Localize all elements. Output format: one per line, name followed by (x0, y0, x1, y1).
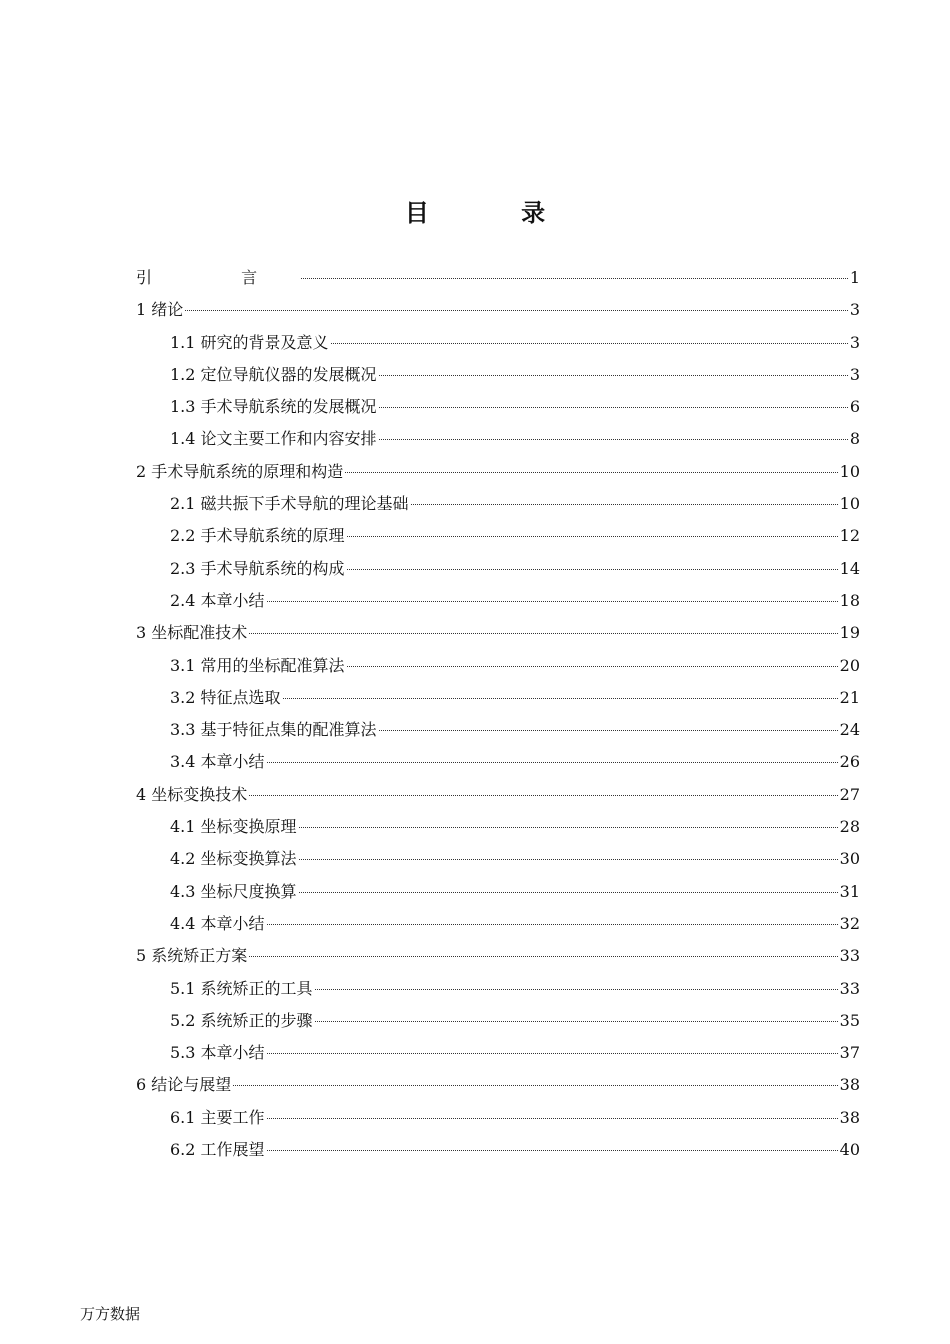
toc-entry-page-number: 19 (839, 623, 860, 643)
dot-leader (267, 1150, 838, 1151)
dot-leader (299, 892, 838, 893)
toc-entry-label: 5.3 本章小结 (170, 1043, 265, 1063)
toc-entry-page-number: 10 (839, 494, 860, 514)
toc-entry[interactable] (136, 617, 860, 649)
toc-entry-page-number: 35 (839, 1010, 860, 1030)
dot-leader (315, 989, 838, 990)
toc-entry-label: 2 手术导航系统的原理和构造 (136, 461, 344, 481)
toc-entry-page-number: 1 (849, 268, 860, 287)
toc-entry[interactable] (136, 940, 860, 972)
toc-entry-label: 4 坐标变换技术 (136, 784, 248, 804)
dot-leader (267, 601, 838, 602)
toc-entry[interactable] (136, 520, 860, 552)
toc-entry[interactable] (136, 1134, 860, 1166)
toc-entry-label: 6.2 工作展望 (170, 1140, 265, 1160)
toc-entry-label: 4.2 坐标变换算法 (170, 849, 297, 869)
toc-entry-label: 2.4 本章小结 (170, 590, 265, 610)
toc-entry-page-number: 28 (839, 817, 860, 837)
dot-leader (267, 1118, 838, 1119)
toc-entry-label: 2.1 磁共振下手术导航的理论基础 (170, 494, 409, 514)
dot-leader (249, 795, 837, 796)
toc-entry-label: 1.2 定位导航仪器的发展概况 (170, 364, 377, 384)
toc-entry-page-number: 31 (839, 881, 860, 901)
toc-entry-label: 3.2 特征点选取 (170, 687, 281, 707)
toc-entry-label: 6 结论与展望 (136, 1075, 232, 1095)
toc-entry[interactable] (136, 327, 860, 359)
toc-entry-label: 3.4 本章小结 (170, 752, 265, 772)
dot-leader (379, 439, 848, 440)
toc-entry-label: 1 绪论 (136, 300, 184, 320)
dot-leader (379, 730, 838, 731)
toc-entry-page-number: 24 (839, 720, 860, 740)
toc-entry-page-number: 10 (839, 461, 860, 481)
toc-entry-label: 5 系统矫正方案 (136, 946, 248, 966)
dot-leader (411, 504, 838, 505)
toc-entry-label: 1.1 研究的背景及意义 (170, 332, 329, 352)
toc-entry-page-number: 14 (839, 558, 860, 578)
toc-entry[interactable] (136, 1102, 860, 1134)
toc-entry[interactable] (136, 1005, 860, 1037)
toc-entry-label: 4.1 坐标变换原理 (170, 817, 297, 837)
toc-entry-page-number: 37 (839, 1043, 860, 1063)
dot-leader (267, 924, 838, 925)
toc-entry-label: 4.4 本章小结 (170, 913, 265, 933)
dot-leader (301, 278, 848, 279)
table-of-contents (136, 262, 860, 1166)
dot-leader (267, 762, 838, 763)
toc-entry[interactable] (136, 294, 860, 326)
dot-leader (379, 407, 848, 408)
toc-entry-page-number: 3 (849, 332, 860, 352)
dot-leader (315, 1021, 838, 1022)
toc-entry-page-number: 3 (849, 300, 860, 320)
toc-entry[interactable] (136, 779, 860, 811)
toc-entry[interactable] (136, 843, 860, 875)
dot-leader (249, 956, 837, 957)
toc-entry[interactable] (136, 262, 860, 294)
toc-entry-label: 4.3 坐标尺度换算 (170, 881, 297, 901)
toc-entry[interactable] (136, 908, 860, 940)
dot-leader (299, 827, 838, 828)
toc-entry-label: 3 坐标配准技术 (136, 623, 248, 643)
toc-entry-label: 1.4 论文主要工作和内容安排 (170, 429, 377, 449)
page-title: 目 录 (404, 199, 588, 228)
toc-entry-label: 3.1 常用的坐标配准算法 (170, 655, 345, 675)
toc-entry-label: 5.2 系统矫正的步骤 (170, 1010, 313, 1030)
dot-leader (185, 310, 848, 311)
toc-entry[interactable] (136, 746, 860, 778)
dot-leader (379, 375, 848, 376)
toc-entry[interactable] (136, 682, 860, 714)
toc-entry[interactable] (136, 876, 860, 908)
toc-entry-page-number: 20 (839, 655, 860, 675)
toc-entry[interactable] (136, 973, 860, 1005)
dot-leader (331, 343, 848, 344)
toc-entry-label: 2.3 手术导航系统的构成 (170, 558, 345, 578)
toc-entry-page-number: 27 (839, 784, 860, 804)
toc-entry-label: 5.1 系统矫正的工具 (170, 978, 313, 998)
toc-entry[interactable] (136, 553, 860, 585)
toc-entry-page-number: 32 (839, 913, 860, 933)
toc-entry-label: 6.1 主要工作 (170, 1107, 265, 1127)
dot-leader (249, 633, 837, 634)
toc-entry[interactable] (136, 811, 860, 843)
toc-entry[interactable] (136, 423, 860, 455)
dot-leader (283, 698, 838, 699)
toc-entry-label: 1.3 手术导航系统的发展概况 (170, 397, 377, 417)
toc-entry-page-number: 12 (839, 526, 860, 546)
toc-entry-page-number: 38 (839, 1107, 860, 1127)
toc-entry-page-number: 21 (839, 687, 860, 707)
toc-entry[interactable] (136, 585, 860, 617)
toc-entry-label: 引 言 (136, 268, 300, 287)
toc-entry-page-number: 18 (839, 590, 860, 610)
toc-entry[interactable] (136, 456, 860, 488)
toc-entry[interactable] (136, 650, 860, 682)
toc-entry[interactable] (136, 391, 860, 423)
toc-entry-page-number: 3 (849, 364, 860, 384)
toc-entry[interactable] (136, 488, 860, 520)
dot-leader (347, 569, 838, 570)
toc-entry[interactable] (136, 714, 860, 746)
toc-entry-page-number: 33 (839, 978, 860, 998)
toc-entry[interactable] (136, 1069, 860, 1101)
dot-leader (299, 859, 838, 860)
toc-entry-page-number: 8 (849, 429, 860, 449)
toc-entry-page-number: 40 (839, 1140, 860, 1160)
toc-entry-page-number: 30 (839, 849, 860, 869)
toc-entry-label: 3.3 基于特征点集的配准算法 (170, 720, 377, 740)
toc-entry[interactable] (136, 1037, 860, 1069)
toc-entry-page-number: 6 (849, 397, 860, 417)
toc-entry-page-number: 33 (839, 946, 860, 966)
toc-entry-page-number: 26 (839, 752, 860, 772)
toc-entry-label: 2.2 手术导航系统的原理 (170, 526, 345, 546)
dot-leader (233, 1085, 837, 1086)
dot-leader (347, 536, 838, 537)
toc-entry[interactable] (136, 359, 860, 391)
dot-leader (347, 666, 838, 667)
dot-leader (345, 472, 837, 473)
toc-entry-page-number: 38 (839, 1075, 860, 1095)
dot-leader (267, 1053, 838, 1054)
watermark-text: 万方数据 (80, 1305, 141, 1323)
